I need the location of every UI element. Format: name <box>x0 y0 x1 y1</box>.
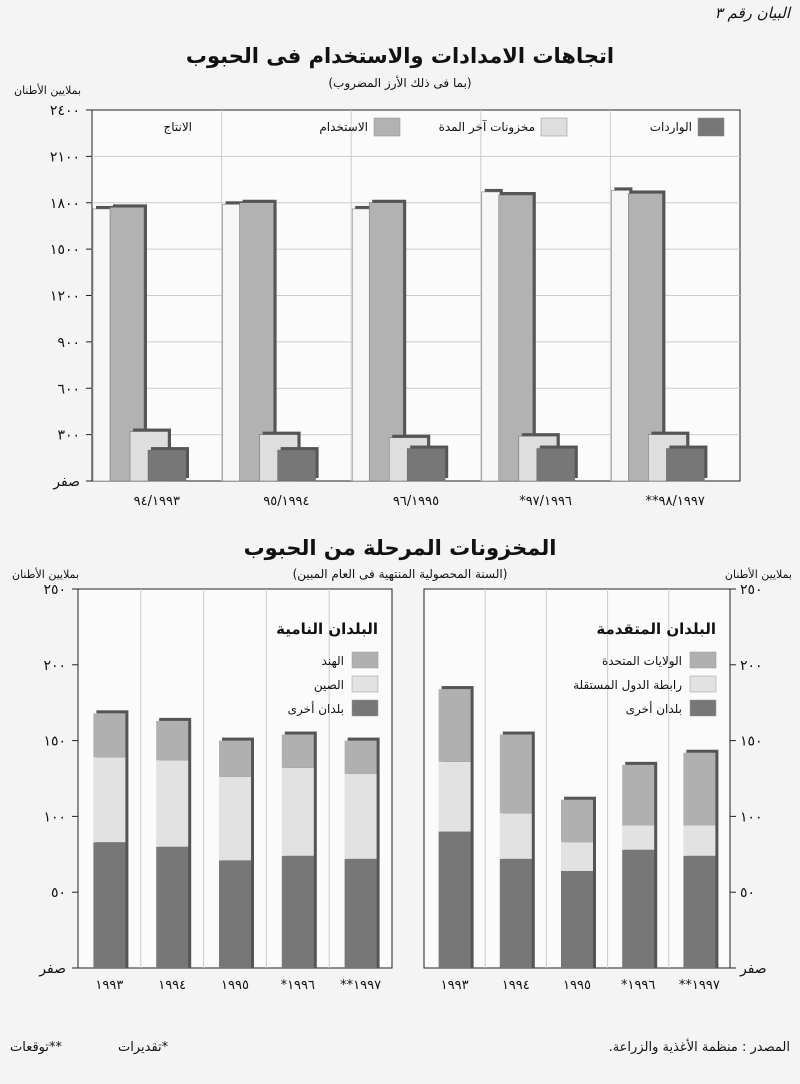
developed-legend-swatch-1 <box>690 676 716 692</box>
developed-y-tick-label: ٢٠٠ <box>740 657 763 674</box>
developed-x-tick-label: ١٩٩٤ <box>501 978 530 993</box>
developing-bar-segment-0 <box>345 741 377 774</box>
developing-x-tick-label: ١٩٩٤ <box>158 978 187 993</box>
developing-legend-label-2: بلدان أخرى <box>287 702 344 716</box>
developing-legend-swatch-1 <box>352 676 378 692</box>
footnote-estimate: *تقديرات <box>118 1040 169 1055</box>
supply-bar-imports <box>407 449 445 481</box>
developing-y-tick-label: صفر <box>39 961 66 977</box>
developed-bar-segment-0 <box>439 689 471 762</box>
supply-legend-swatch-utilization <box>374 118 400 136</box>
developed-x-tick-label: *١٩٩٦ <box>620 978 656 993</box>
developing-legend-swatch-0 <box>352 652 378 668</box>
developed-bar-segment-0 <box>683 753 715 826</box>
developing-bar-segment-2 <box>219 860 251 968</box>
developed-legend-swatch-0 <box>690 652 716 668</box>
developing-x-tick-label: ١٩٩٣ <box>95 978 124 993</box>
developing-bar-segment-0 <box>219 741 251 777</box>
developing-legend-swatch-2 <box>352 700 378 716</box>
stocks-chart-subtitle: (السنة المحصولية المنتهية فى العام المبين) <box>292 567 508 581</box>
developed-y-tick-label: صفر <box>740 961 767 977</box>
source-note: المصدر : منظمة الأغذية والزراعة. <box>608 1040 790 1055</box>
stocks-y-unit-right: بملايين الأطنان <box>724 568 792 581</box>
developing-bar-segment-1 <box>282 768 314 856</box>
supply-legend-swatch-imports <box>698 118 724 136</box>
developing-y-tick-label: ٥٠ <box>50 885 66 902</box>
supply-chart-title: اتجاهات الامدادات والاستخدام فى الحبوب <box>185 44 615 68</box>
developed-y-tick-label: ١٥٠ <box>740 733 763 750</box>
developing-y-tick-label: ١٠٠ <box>43 809 66 826</box>
developed-x-tick-label: **١٩٩٧ <box>678 978 720 993</box>
developed-bar-segment-2 <box>500 859 532 968</box>
developing-y-tick-label: ١٥٠ <box>43 733 66 750</box>
supply-legend-label-imports: الواردات <box>649 120 692 134</box>
supply-bar-production <box>352 209 370 481</box>
developing-x-tick-label: **١٩٩٧ <box>340 978 382 993</box>
developed-x-tick-label: ١٩٩٣ <box>440 978 469 993</box>
supply-y-tick-label: ٩٠٠ <box>57 334 80 351</box>
supply-legend-label-production: الانتاج <box>163 120 192 134</box>
supply-bar-production <box>611 190 629 481</box>
supply-bar-imports <box>537 449 575 481</box>
developing-x-tick-label: *١٩٩٦ <box>280 978 316 993</box>
developing-x-tick-label: ١٩٩٥ <box>221 978 249 993</box>
developed-bar-segment-0 <box>561 800 593 842</box>
developed-bar-segment-2 <box>561 871 593 968</box>
developed-legend-label-0: الولايات المتحدة <box>601 654 682 668</box>
developed-bar-segment-1 <box>622 825 654 849</box>
supply-y-tick-label: ٣٠٠ <box>57 427 80 444</box>
supply-y-unit: بملايين الأطنان <box>14 84 82 97</box>
stocks-chart-title: المخزونات المرحلة من الحبوب <box>243 536 557 560</box>
developed-panel-title: البلدان المتقدمة <box>596 620 716 638</box>
supply-y-tick-label: ١٥٠٠ <box>49 242 80 259</box>
developed-x-tick-label: ١٩٩٥ <box>563 978 591 993</box>
developed-y-tick-label: ٢٥٠ <box>740 582 763 598</box>
developing-bar-segment-1 <box>219 777 251 860</box>
developed-legend-swatch-2 <box>690 700 716 716</box>
supply-x-tick-label: ٩٤/١٩٩٣ <box>133 494 180 509</box>
developed-bar-segment-1 <box>439 762 471 832</box>
developing-panel-title: البلدان النامية <box>276 620 378 638</box>
supply-bar-imports <box>666 449 704 481</box>
developed-bar-segment-2 <box>683 856 715 968</box>
supply-y-tick-label: ١٨٠٠ <box>49 195 80 212</box>
developing-bar-segment-2 <box>345 859 377 968</box>
supply-y-tick-label: صفر <box>53 474 80 490</box>
developed-bar-segment-0 <box>622 765 654 826</box>
developing-bar-segment-0 <box>282 735 314 768</box>
supply-legend-label-stocks: مخزونات آخر المدة <box>438 120 535 134</box>
developed-bar-segment-1 <box>500 813 532 858</box>
supply-legend-label-utilization: الاستخدام <box>319 120 368 134</box>
developed-bar-segment-2 <box>622 850 654 968</box>
developed-y-tick-label: ٥٠ <box>740 885 756 902</box>
developing-bar-segment-2 <box>93 842 125 968</box>
supply-legend-swatch-stocks <box>541 118 567 136</box>
supply-y-tick-label: ٦٠٠ <box>57 381 80 398</box>
supply-bar-production <box>223 204 241 481</box>
figure-label: البيان رقم ٣ <box>714 4 790 22</box>
developed-legend-label-1: رابطة الدول المستقلة <box>573 678 682 692</box>
supply-y-tick-label: ١٢٠٠ <box>49 288 80 305</box>
developing-y-tick-label: ٢٥٠ <box>43 582 66 598</box>
supply-x-tick-label: ٩٦/١٩٩٥ <box>392 494 440 509</box>
developing-bar-segment-1 <box>345 774 377 859</box>
developed-bar-segment-0 <box>500 735 532 814</box>
supply-bar-imports <box>278 450 316 481</box>
supply-x-tick-label: **٩٨/١٩٩٧ <box>645 494 705 509</box>
supply-y-tick-label: ٢٤٠٠ <box>49 103 80 119</box>
supply-bar-production <box>93 209 111 481</box>
footnote-forecast: **توقعات <box>10 1040 63 1055</box>
supply-y-tick-label: ٢١٠٠ <box>49 149 80 166</box>
stocks-y-unit-left: بملايين الأطنان <box>12 568 80 581</box>
supply-x-tick-label: *٩٧/١٩٩٦ <box>519 494 572 509</box>
developing-bar-segment-0 <box>156 721 188 760</box>
developing-bar-segment-0 <box>93 713 125 757</box>
supply-bar-production <box>482 192 500 481</box>
supply-x-tick-label: ٩٥/١٩٩٤ <box>263 494 310 509</box>
developed-legend-label-2: بلدان أخرى <box>625 702 682 716</box>
developed-y-tick-label: ١٠٠ <box>740 809 763 826</box>
developing-bar-segment-2 <box>156 847 188 968</box>
supply-chart-subtitle: (بما فى ذلك الأرز المضروب) <box>328 76 472 90</box>
developed-bar-segment-1 <box>561 842 593 871</box>
supply-bar-imports <box>148 450 186 481</box>
developing-legend-label-1: الصين <box>313 678 344 692</box>
developed-bar-segment-1 <box>683 825 715 855</box>
developed-bar-segment-2 <box>439 832 471 968</box>
developing-bar-segment-2 <box>282 856 314 968</box>
developing-y-tick-label: ٢٠٠ <box>43 657 66 674</box>
developing-legend-label-0: الهند <box>321 654 344 668</box>
developing-bar-segment-1 <box>93 757 125 842</box>
developing-bar-segment-1 <box>156 760 188 846</box>
